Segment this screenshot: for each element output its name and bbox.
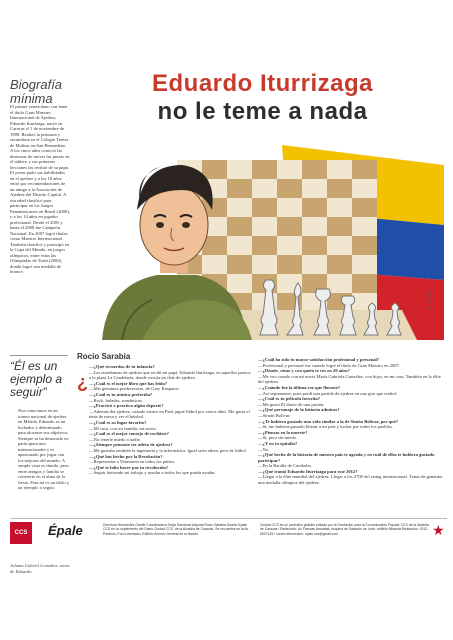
interview-question: —¿Cuál es su lugar favorito?: [89, 419, 147, 425]
interview-question: —¿Qué te falta hacer por tu revolución?: [89, 464, 169, 470]
headline-line-1: Eduardo Iturrizaga: [151, 70, 374, 97]
interview-question: —¿Piensas en la muerte?: [258, 429, 308, 435]
headline-line-2: no le teme a nada: [157, 98, 368, 125]
interview-question: —¿Qué hecho de la historia de nuestro país te agrada y en cuál de ellos te hubiera gustado participar?: [258, 452, 435, 463]
interview-answer: —Seguir haciendo mi trabajo y ayudar a todos los que pueda ayudar.: [89, 470, 216, 476]
interview-answer: —Simón Bolívar.: [258, 412, 291, 418]
article-author: Rocío Sarabia: [77, 352, 131, 361]
interview-question: —¿Cuál es tu música preferida?: [89, 391, 153, 397]
interview-answer: —Mis genuinos predecesores, de Gary Kasparov.: [89, 386, 180, 392]
footer-divider: [10, 518, 447, 519]
star-icon: ★: [432, 524, 445, 539]
interview-answer: —Así sepiamente, pues perdí una partida de ajedrez en una gira que realicé.: [258, 390, 398, 396]
interview-answer: —Sí, me hubiera gustado liberar a mi país y luchar por todos los pueblos.: [258, 424, 394, 430]
interview-answer: —Me gustó El diario de una pasión.: [258, 401, 325, 407]
interview-question: —¿Te hubiera gustado una vida similar a la de Simón Bolívar, por qué?: [258, 418, 399, 424]
drop-cap-icon: ¿: [77, 372, 88, 392]
interview-answer: —Me veo casado con mi novia María Gabriela González, con hijos, en mi casa. También en la élite del ajedrez.: [258, 373, 441, 385]
interview-question: —¿Cuál es el mejor libro que has leído?: [89, 380, 168, 386]
ccs-logo: CCS: [10, 522, 32, 544]
article-column-2: [258, 357, 446, 486]
sidebar-quote-text: Nos conocimos en un torneo nacional de ajedrez en Mérida. Eduardo es un luchador y determinado para alcanzar sus objetivos. Siempre se ha destacado en participaciones internacionales y es apasionado por jugar con los mejores del mundo. A simple vista es tímido, pero entre amigos y familia se convierte en el alma de la fiesta. Para mí es un ídolo y un ejemplo a seguir.: [18, 408, 70, 490]
interview-answer: —En la Batalla de Carabobo.: [258, 463, 312, 469]
interview-answer: —Representar a Venezuela en todos los países.: [89, 459, 176, 465]
epale-logo: Épale: [48, 523, 83, 538]
interview-question: —¿Practicó o practica algún deporte?: [89, 403, 164, 409]
sidebar-quote-caption: Johana Gabriel González, novia de Eduardo.: [10, 563, 70, 574]
interview-question: —¿Cuándo fue la última vez que lloraste?: [258, 384, 341, 390]
footer-publisher-info: Ciudad CCS es un periódico gratuito editado por la Fundación para la Comunicación Popular CCS de la Alcaldía de Caracas / Redacción: Av Fuerzas Armadas, esquina de Salvador de León, edificio Miranda Redacción: 0212-8007145 / correo electrónico: epale.ccs@gmail.com: [260, 523, 429, 536]
interview-answer: —Además del ajedrez, cuando estuve en Perú jugué fútbol por varios años. Me gusta el tenis de mesa y ver el béisbol.: [89, 408, 250, 420]
interview-question: —¿Qué recuerdas de tu infancia?: [89, 364, 155, 369]
interview-question: —¿Siempre pensaste ser atleta de ajedrez?: [89, 442, 173, 448]
interview-answer: —Las enseñanzas de ajedrez que recibí mi papá, Eduardo Iturrizaga, en aquellos paseos a la plaza La Candelaria, donde existía un club de ajedrez.: [89, 369, 251, 381]
bio-title: Biografía mínima: [10, 77, 63, 106]
interview-answer: —Llegar a la élite mundial del ajedrez. Llegar a los 2700 del rating internacional. Tratar de ganarme una medalla olímpica del ajedrez.: [258, 474, 443, 486]
interview-question: —¿Cuál ha sido tu mayor satisfacción profesional y personal?: [258, 357, 380, 362]
interview-question: —¿Cuál es el mejor consejo de recibiste?: [89, 431, 169, 437]
interview-answer: —No tenerle miedo a nadie.: [89, 436, 141, 442]
interview-question: —¿Qué tramó Eduardo Iturrizaga para este 2012?: [258, 468, 358, 474]
article-column-1: [77, 364, 252, 476]
portrait-illustration: [82, 140, 444, 340]
interview-answer: —Rock, baladas, románticas.: [89, 397, 143, 403]
interview-question: —¿Qué has hecho por la Revolución?: [89, 453, 163, 459]
interview-question: —¿Dónde, cómo y con quién te ves en 20 años?: [258, 368, 350, 374]
interview-question: —¿Cuál es tu película favorita?: [258, 396, 321, 402]
bio-text: El primer venezolano con tener el título Gran Maestro Internacional de Ajedrez, Eduardo Iturrizaga, nació en Caracas el 1 de noviembre de 1989. Realizó la primaria y secundaria en el Colegio Teresa de Molina, en San Bernardino. A los cinco años conoció las destrezas de mover las piezas en el tablero y sus primeras lecciones las recibió de su papá. El joven pudo sus habilidades en el ajedrez y a los 10 años entró por recomendaciones de un amigo a la Asociación de Ajedrez del Distrito Capital. A esa edad clasificó para participar en los Juegos Panamericanos en Brasil (2000), y a los 14 años en jugador profesional. Desde el 2005 y hasta el 2008 fue Campeón Nacional. En 2007 logró títulos como Maestro Internacional. También clasificó y participó en la Copa del Mundo, en juegos olímpicos, entre estas las Olimpiadas de Turín (2006), donde logró una medalla de bronce.: [10, 104, 70, 274]
interview-answer: —Profesional y personal fue cuando logré el título de Gran Maestro en 2007.: [258, 362, 400, 368]
sidebar-quote-title: “Él es un ejemplo a seguir”: [10, 359, 63, 399]
interview-answer: —No.: [258, 446, 270, 452]
headline: [80, 70, 445, 126]
interview-answer: —Mi casa, con mi familia, mi novia.: [89, 425, 157, 431]
interview-question: —¿Y en tu epitafio?: [258, 440, 298, 446]
interview-question: —¿Qué personaje de la historia admiras?: [258, 407, 340, 413]
footer-credits: Directora Hernández Orsetti Coordinadora Delys Sandoval Adjunta Rocío Sarabia Diseño Epale CCS es un suplemento del Diario Ciudad CCS, de la Alcaldía de Caracas. Se encuentra en la Av. Panteón, Foro Libertador, Edificio Archivo General de la Nación.: [103, 523, 249, 536]
interview-answer: —Sí, pero sin miedo.: [258, 435, 298, 441]
sidebar-divider: [10, 355, 68, 356]
interview-answer: —Me gustaba también la ingeniería y la informática. Igual sería atleta, pero de fútbol.: [89, 447, 247, 453]
